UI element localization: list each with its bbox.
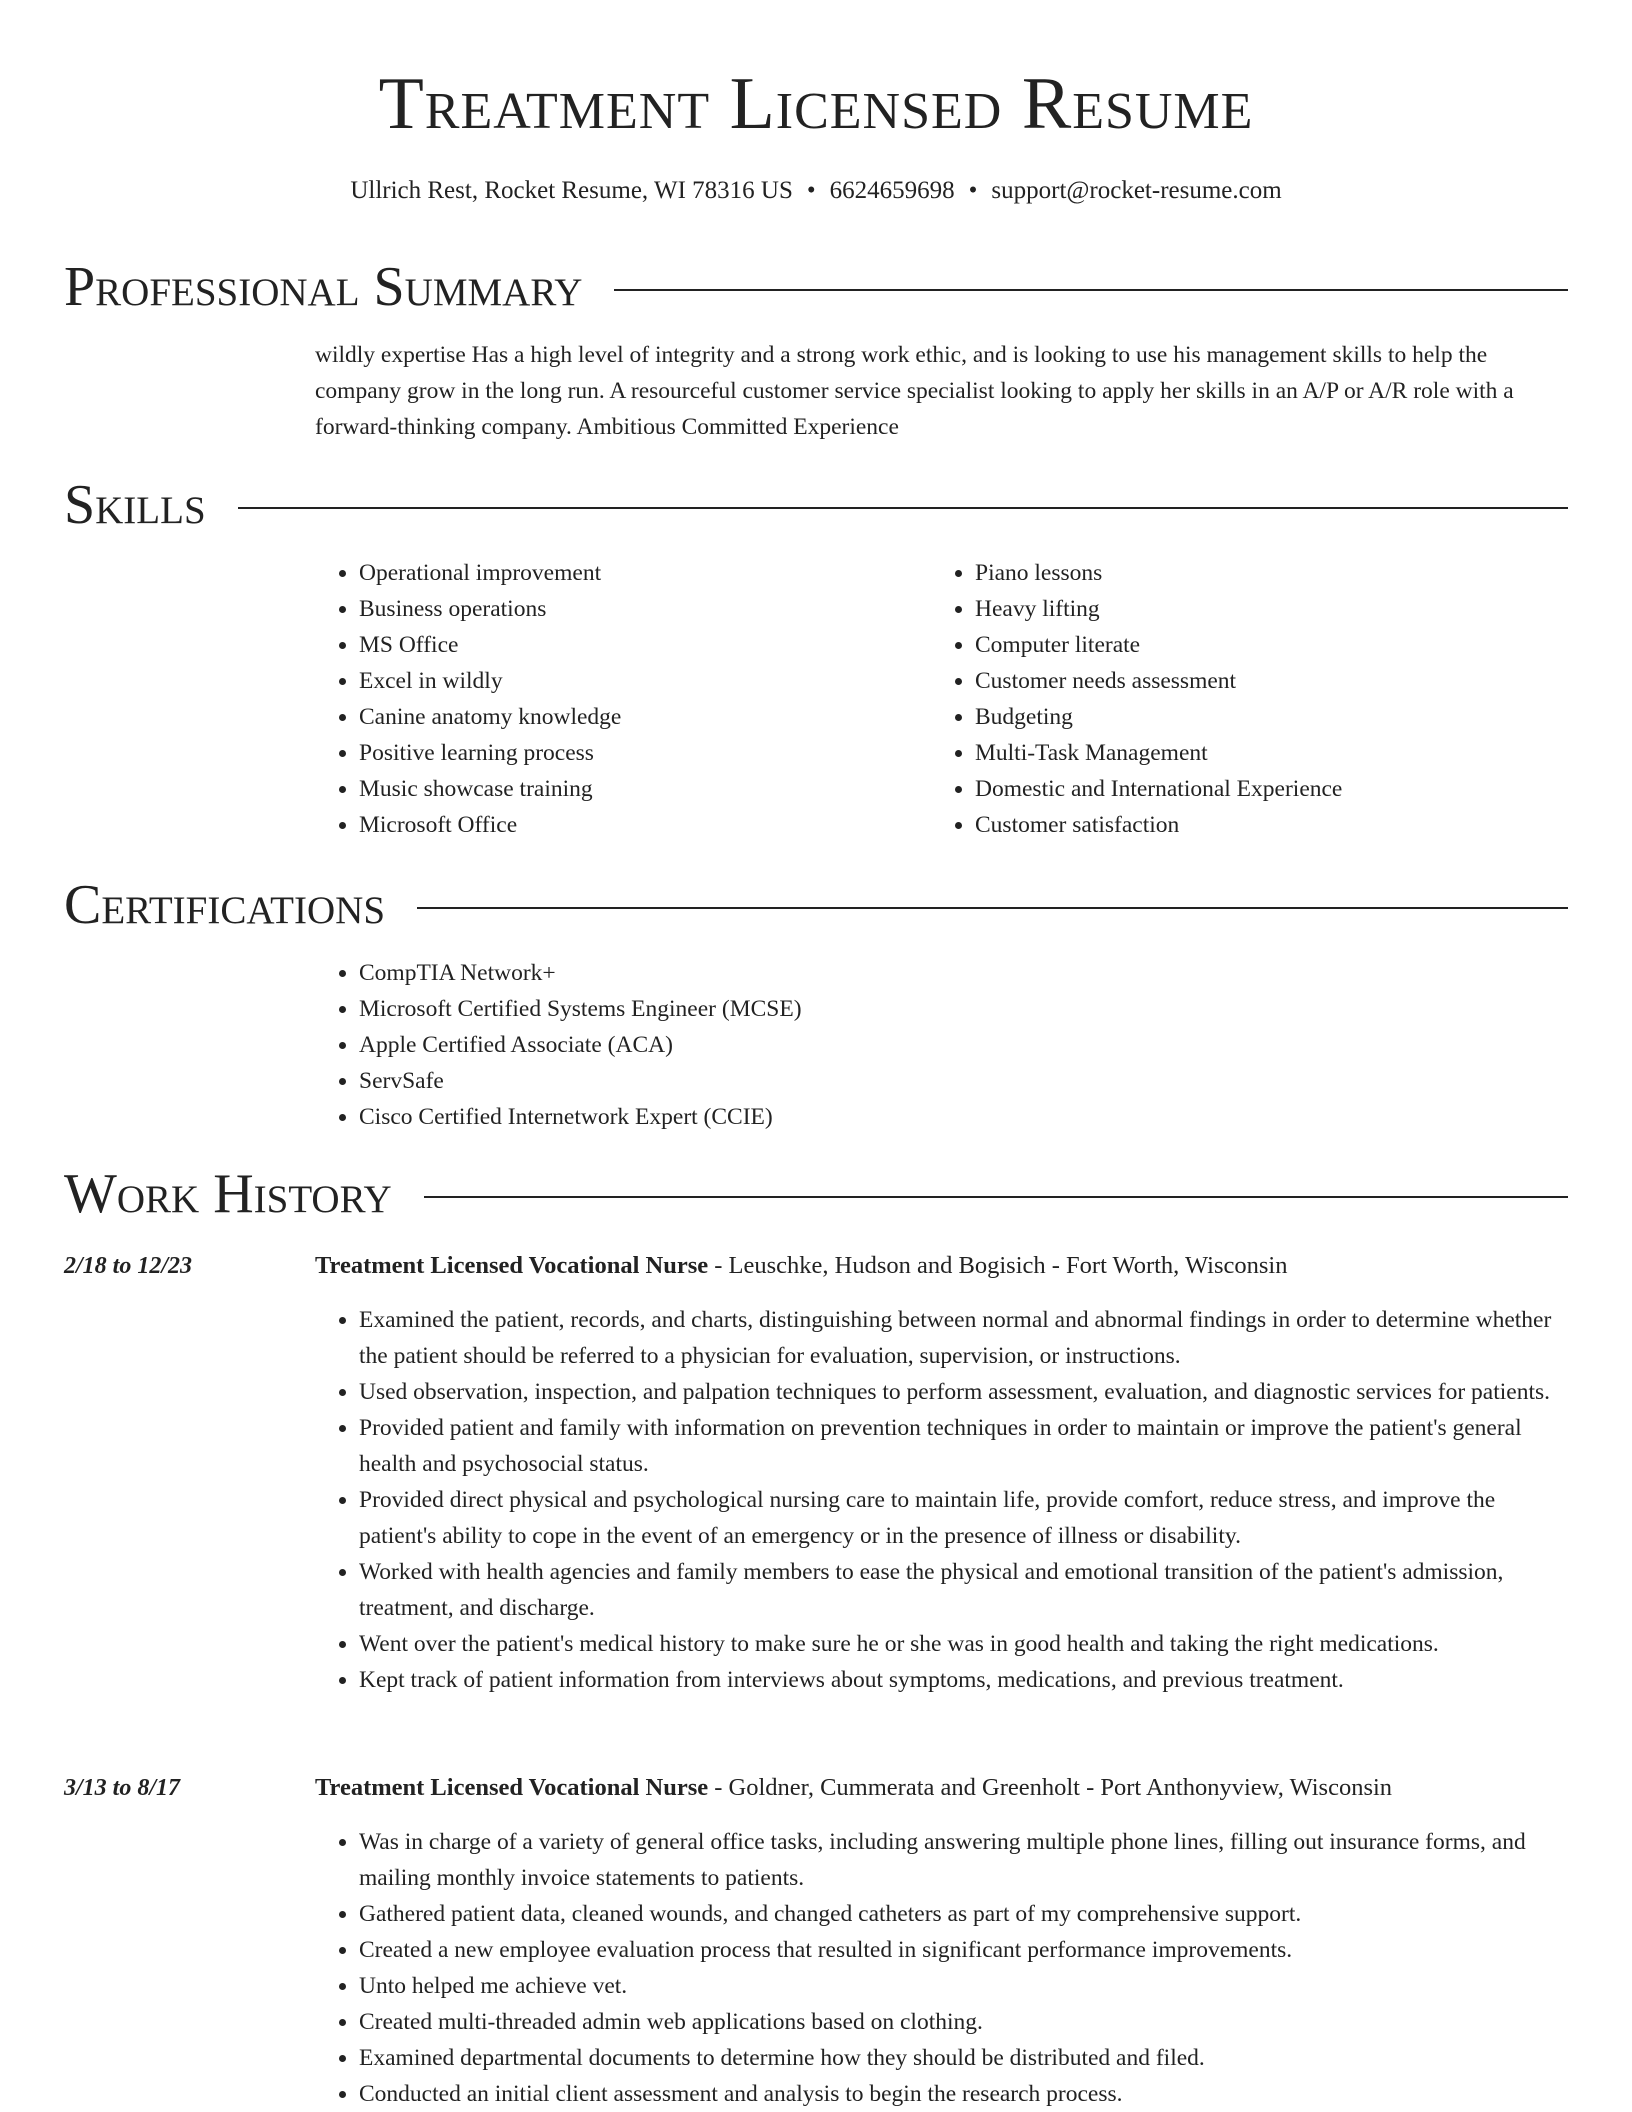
list-item: • MS Office (359, 627, 915, 663)
contact-address: Ullrich Rest, Rocket Resume, WI 78316 US (350, 177, 793, 204)
list-item: • Domestic and International Experience (975, 771, 1568, 807)
list-item: • Customer satisfaction (975, 807, 1568, 843)
list-item: • Provided direct physical and psychological nursing care to maintain life, provide comfort, reduce stress, and improve the patient's ability to cope in the event of an emergency or in the presence of illness or disability. (359, 1482, 1568, 1554)
list-item: • Excel in wildly (359, 663, 915, 699)
list-item: • Kept track of patient information from interviews about symptoms, medications, and previous treatment. (359, 1662, 1568, 1698)
list-item: • Canine anatomy knowledge (359, 699, 915, 735)
list-item: • Created multi-threaded admin web applications based on clothing. (359, 2004, 1568, 2040)
skills-right-column (931, 555, 1568, 843)
list-item: • Was in charge of a variety of general office tasks, including answering multiple phone lines, filling out insurance forms, and mailing monthly invoice statements to patients. (359, 1824, 1568, 1896)
skills-heading: Skills (64, 474, 206, 536)
skills-section-header (64, 470, 1568, 540)
list-item: • Conducted an initial client assessment and analysis to begin the research process. (359, 2076, 1568, 2112)
job-bullets-block (315, 1302, 1568, 1698)
list-item: • Created a new employee evaluation process that resulted in significant performance improvements. (359, 1932, 1568, 1968)
list-item: • Piano lessons (975, 555, 1568, 591)
work-heading: Work History (64, 1163, 392, 1225)
summary-rule (614, 289, 1568, 291)
list-item: • Operational improvement (359, 555, 915, 591)
contact-phone: 6624659698 (829, 177, 955, 204)
list-item: • Examined the patient, records, and charts, distinguishing between normal and abnormal findings in order to determine whether the patient should be referred to a physician for evaluation, supervision, or instructions. (359, 1302, 1568, 1374)
list-item: • Computer literate (975, 627, 1568, 663)
summary-section-header (64, 252, 1568, 322)
list-item: • Customer needs assessment (975, 663, 1568, 699)
list-item: • ServSafe (359, 1063, 1568, 1099)
contact-line (0, 174, 1632, 208)
contact-email: support@rocket-resume.com (991, 177, 1282, 204)
skills-left-column (315, 555, 915, 843)
work-rule (424, 1196, 1568, 1198)
certifications-rule (417, 907, 1568, 909)
job-dates: 3/13 to 8/17 (64, 1775, 181, 1801)
summary-text: wildly expertise Has a high level of integrity and a strong work ethic, and is looking to use his management skills to help the company grow in the long run. A resourceful customer service specialist looking to apply her skills in an A/P or A/R role with a forward-thinking company. Ambitious Committed Experience (315, 342, 1514, 440)
job-employer: - Leuschke, Hudson and Bogisich - Fort Worth, Wisconsin (708, 1252, 1288, 1279)
list-item: • Positive learning process (359, 735, 915, 771)
list-item: • Worked with health agencies and family members to ease the physical and emotional transition of the patient's admission, treatment, and discharge. (359, 1554, 1568, 1626)
list-item: • Budgeting (975, 699, 1568, 735)
certifications-block (315, 955, 1568, 1135)
contact-separator: • (968, 177, 978, 204)
list-item: • Unto helped me achieve vet. (359, 1968, 1568, 2004)
list-item: • Cisco Certified Internetwork Expert (CCIE) (359, 1099, 1568, 1135)
list-item: • Examined departmental documents to determine how they should be distributed and filed. (359, 2040, 1568, 2076)
certifications-heading: Certifications (64, 874, 386, 936)
job-bullets (315, 1824, 1568, 2112)
job-dates: 2/18 to 12/23 (64, 1253, 193, 1279)
job-employer: - Goldner, Cummerata and Greenholt - Port Anthonyview, Wisconsin (708, 1774, 1393, 1801)
certifications-list (315, 955, 1568, 1135)
job-title: Treatment Licensed Vocational Nurse (315, 1252, 709, 1279)
list-item: • Multi-Task Management (975, 735, 1568, 771)
list-item: • Apple Certified Associate (ACA) (359, 1027, 1568, 1063)
list-item: • Music showcase training (359, 771, 915, 807)
job-heading (315, 1770, 1568, 1806)
skills-rule (238, 507, 1568, 509)
skills-right-list (931, 555, 1568, 843)
job-bullets-block (315, 1824, 1568, 2112)
list-item: • Gathered patient data, cleaned wounds, and changed catheters as part of my comprehensive support. (359, 1896, 1568, 1932)
list-item: • Provided patient and family with information on prevention techniques in order to maintain or improve the patient's general health and psychosocial status. (359, 1410, 1568, 1482)
list-item: • Used observation, inspection, and palpation techniques to perform assessment, evaluation, and diagnostic services for patients. (359, 1374, 1568, 1410)
job-title: Treatment Licensed Vocational Nurse (315, 1774, 709, 1801)
list-item: • Heavy lifting (975, 591, 1568, 627)
job-bullets (315, 1302, 1568, 1698)
resume-title: Treatment Licensed Resume (378, 63, 1254, 145)
contact-separator: • (806, 177, 816, 204)
list-item: • Business operations (359, 591, 915, 627)
list-item: • Microsoft Certified Systems Engineer (MCSE) (359, 991, 1568, 1027)
list-item: • Went over the patient's medical history to make sure he or she was in good health and taking the right medications. (359, 1626, 1568, 1662)
work-section-header (64, 1159, 1568, 1229)
skills-left-list (315, 555, 915, 843)
list-item: • CompTIA Network+ (359, 955, 1568, 991)
list-item: • Microsoft Office (359, 807, 915, 843)
job-heading (315, 1248, 1568, 1284)
certifications-section-header (64, 870, 1568, 940)
summary-heading: Professional Summary (64, 256, 583, 318)
